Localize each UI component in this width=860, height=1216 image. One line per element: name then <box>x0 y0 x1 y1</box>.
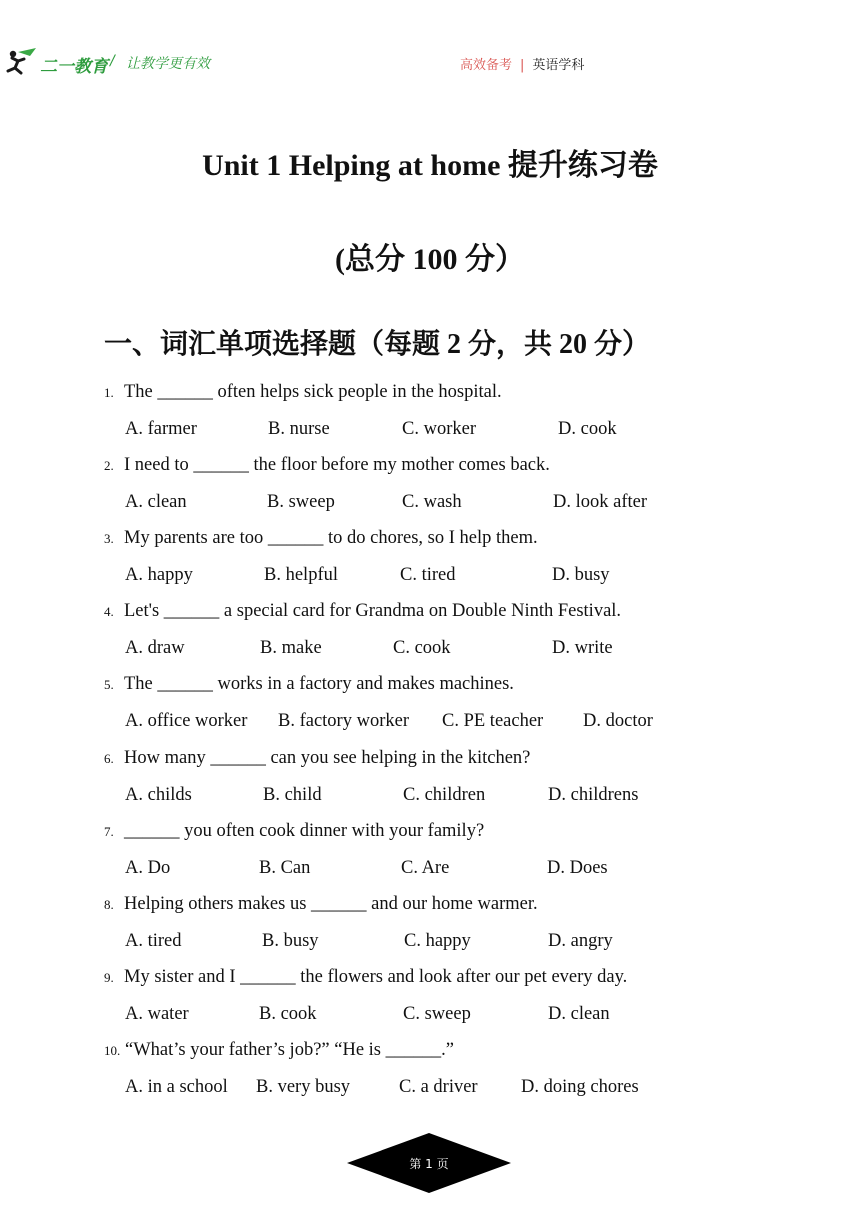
section-heading: 一、词汇单项选择题（每题 2 分，共 20 分） <box>104 329 651 360</box>
question-2 <box>104 455 550 476</box>
header-subject-label: 英语学科 <box>532 58 585 73</box>
option-a: A. office worker <box>125 711 248 731</box>
question-3 <box>104 528 538 549</box>
page-number: 第 1 页 <box>409 1157 449 1171</box>
question-options <box>125 785 725 809</box>
question-number: 6. <box>104 751 114 766</box>
question-6 <box>104 748 530 769</box>
question-1 <box>104 382 502 403</box>
option-d: D. angry <box>548 931 613 951</box>
option-c: C. tired <box>400 565 456 585</box>
option-d: D. cook <box>558 419 617 439</box>
option-c: C. Are <box>401 858 450 878</box>
option-b: B. very busy <box>256 1077 351 1097</box>
question-number: 1. <box>104 385 114 400</box>
question-number: 4. <box>104 604 114 619</box>
question-text: ______ you often cook dinner with your family? <box>124 821 485 841</box>
option-d: D. clean <box>548 1004 610 1024</box>
question-8 <box>104 894 538 915</box>
question-options <box>125 1004 725 1028</box>
question-text: The ______ often helps sick people in the hospital. <box>124 382 502 402</box>
question-options <box>125 638 725 662</box>
question-number: 7. <box>104 824 114 839</box>
option-a: A. in a school <box>125 1077 228 1097</box>
page-title: Unit 1 Helping at home 提升练习卷 <box>202 149 658 182</box>
option-a: A. water <box>125 1004 189 1024</box>
option-b: B. nurse <box>268 419 330 439</box>
option-b: B. busy <box>262 931 319 951</box>
header-exam-label: 高效备考 <box>460 58 513 73</box>
question-number: 8. <box>104 897 114 912</box>
option-d: D. childrens <box>548 785 639 805</box>
question-text: “What’s your father’s job?” “He is ______.” <box>125 1040 454 1060</box>
option-d: D. write <box>552 638 613 658</box>
question-text: The ______ works in a factory and makes machines. <box>124 674 514 694</box>
question-10 <box>104 1040 454 1061</box>
header-right <box>460 54 584 73</box>
page-subtitle: (总分 100 分） <box>335 243 525 276</box>
option-d: D. doing chores <box>521 1077 639 1097</box>
brand-divider: / <box>110 53 115 69</box>
question-text: Let's ______ a special card for Grandma on Double Ninth Festival. <box>124 601 622 621</box>
option-a: A. farmer <box>125 419 197 439</box>
option-b: B. factory worker <box>278 711 409 731</box>
page-footer <box>347 1133 511 1193</box>
option-a: A. draw <box>125 638 185 658</box>
option-d: D. doctor <box>583 711 653 731</box>
option-a: A. clean <box>125 492 187 512</box>
question-options <box>125 419 725 443</box>
question-text: Helping others makes us ______ and our home warmer. <box>124 894 538 914</box>
option-b: B. helpful <box>264 565 338 585</box>
option-c: C. happy <box>404 931 471 951</box>
question-number: 3. <box>104 531 114 546</box>
brand-name: 二一教育 <box>40 57 108 77</box>
question-7 <box>104 821 484 842</box>
option-c: C. sweep <box>403 1004 471 1024</box>
question-options <box>125 931 725 955</box>
question-text: How many ______ can you see helping in the kitchen? <box>124 748 531 768</box>
option-a: A. childs <box>125 785 192 805</box>
option-c: C. cook <box>393 638 451 658</box>
question-9 <box>104 967 627 988</box>
question-options <box>125 858 725 882</box>
question-5 <box>104 674 514 695</box>
option-a: A. Do <box>125 858 171 878</box>
question-text: My sister and I ______ the flowers and look after our pet every day. <box>124 967 628 987</box>
question-4 <box>104 601 621 622</box>
question-number: 2. <box>104 458 114 473</box>
option-c: C. a driver <box>399 1077 478 1097</box>
option-d: D. look after <box>553 492 648 512</box>
header-separator: | <box>520 58 525 73</box>
option-d: D. busy <box>552 565 610 585</box>
question-number: 5. <box>104 677 114 692</box>
option-a: A. happy <box>125 565 193 585</box>
option-b: B. child <box>263 785 322 805</box>
question-number: 10. <box>104 1043 121 1058</box>
question-text: My parents are too ______ to do chores, so I help them. <box>124 528 538 548</box>
question-options <box>125 492 725 516</box>
option-a: A. tired <box>125 931 182 951</box>
option-c: C. worker <box>402 419 476 439</box>
question-number: 9. <box>104 970 114 985</box>
option-b: B. sweep <box>267 492 335 512</box>
brand-slogan: 让教学更有效 <box>126 56 210 72</box>
question-options <box>125 565 725 589</box>
question-text: I need to ______ the floor before my mother comes back. <box>124 455 550 475</box>
option-b: B. cook <box>259 1004 317 1024</box>
option-c: C. children <box>403 785 486 805</box>
option-b: B. make <box>260 638 322 658</box>
question-options <box>125 1077 725 1101</box>
option-d: D. Does <box>547 858 608 878</box>
option-c: C. wash <box>402 492 462 512</box>
option-b: B. Can <box>259 858 311 878</box>
question-options <box>125 711 725 735</box>
option-c: C. PE teacher <box>442 711 544 731</box>
page-header <box>0 40 860 84</box>
running-person-logo-icon <box>4 46 38 76</box>
